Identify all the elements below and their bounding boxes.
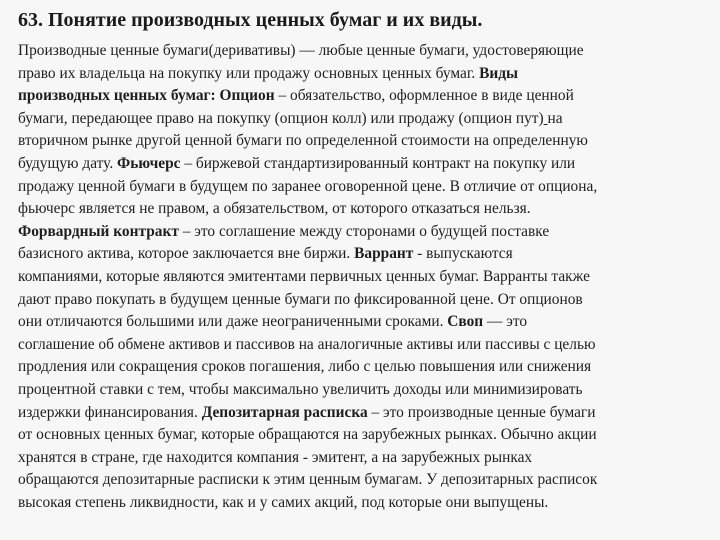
text-run: – это соглашение между сторонами о будущей поставке [178, 222, 550, 240]
text-line [18, 424, 708, 447]
text-run: – биржевой стандартизированный контракт на покупку или [180, 154, 576, 172]
bold-term: Своп [447, 313, 484, 331]
text-run: – это производные ценные бумаги [367, 403, 596, 421]
text-run: бумаги, передающее право на покупку (опцион колл) или продажу (опцион пут) [18, 109, 544, 127]
slide-title: 63. Понятие производных ценных бумаг и их виды. [18, 9, 483, 31]
text-line [18, 334, 708, 357]
text-line [18, 130, 708, 153]
text-line [18, 108, 708, 131]
text-run: высокая степень ликвидности, как и у самих акций, под которые они выпущены. [18, 493, 549, 511]
text-line [18, 243, 708, 266]
text-line [18, 447, 708, 470]
text-run: на [547, 109, 563, 127]
text-run: - выпускаются [413, 245, 513, 263]
text-run: они отличаются большими или даже неограниченными сроками. [18, 313, 448, 331]
text-line [18, 469, 708, 492]
text-line [18, 40, 708, 63]
text-run: будущую дату. [18, 154, 118, 172]
text-run: продажу ценной бумаги в будущем по заранее оговоренной цене. В отличие от опциона, [18, 177, 598, 195]
text-run: продления или сокращения сроков погашения, либо с целью повышения или снижения [18, 358, 592, 376]
bold-term: Фьючерс [117, 154, 181, 172]
text-line [18, 153, 708, 176]
text-line [18, 289, 708, 312]
text-line [18, 176, 708, 199]
text-line [18, 266, 708, 289]
bold-term: Варрант [354, 245, 414, 263]
text-line [18, 492, 708, 515]
text-run: вторичном рынке другой ценной бумаги по определенной стоимости на определенную [18, 132, 588, 150]
text-run: дают право покупать в будущем ценные бумаги по фиксированной цене. От опционов [18, 290, 583, 308]
text-run: – обязательство, оформленное в виде ценной [274, 87, 574, 105]
text-run: процентной ставки с тем, чтобы максимально увеличить доходы или минимизировать [18, 380, 583, 398]
text-run: Производные ценные бумаги(деривативы) — любые ценные бумаги, удостоверяющие [18, 42, 584, 59]
text-run: соглашение об обмене активов и пассивов на аналогичные активы или пассивы с целью [18, 335, 596, 353]
text-run: обращаются депозитарные расписки к этим ценным бумагам. У депозитарных расписок [18, 471, 598, 489]
bold-term: Депозитарная расписка [201, 403, 368, 421]
slide-body-text [18, 40, 708, 514]
bold-term: производных ценных бумаг: Опцион [18, 87, 275, 105]
text-run: хранятся в стране, где находится компания - эмитент, а на зарубежных рынках [18, 448, 533, 466]
text-run: фьючерс является не правом, а обязательством, от которого отказаться нельзя. [18, 200, 531, 218]
text-line [18, 198, 708, 221]
text-run: — это [483, 313, 528, 331]
text-run: компаниями, которые являются эмитентами первичных ценных бумаг. Варранты также [18, 267, 590, 285]
text-line [18, 85, 708, 108]
text-run: базисного актива, которое заключается вне биржи. [18, 245, 355, 263]
text-line [18, 311, 708, 334]
text-line [18, 379, 708, 402]
text-line [18, 356, 708, 379]
text-line [18, 63, 708, 86]
text-run: издержки финансирования. [18, 403, 202, 421]
text-run: от основных ценных бумаг, которые обращаются на зарубежных рынках. Обычно акции [18, 426, 597, 444]
text-run: право их владельца на покупку или продажу основных ценных бумаг. [18, 64, 480, 82]
bold-term: Виды [479, 64, 519, 82]
bold-term: Форвардный контракт [18, 222, 179, 240]
text-line [18, 402, 708, 425]
text-line [18, 221, 708, 244]
